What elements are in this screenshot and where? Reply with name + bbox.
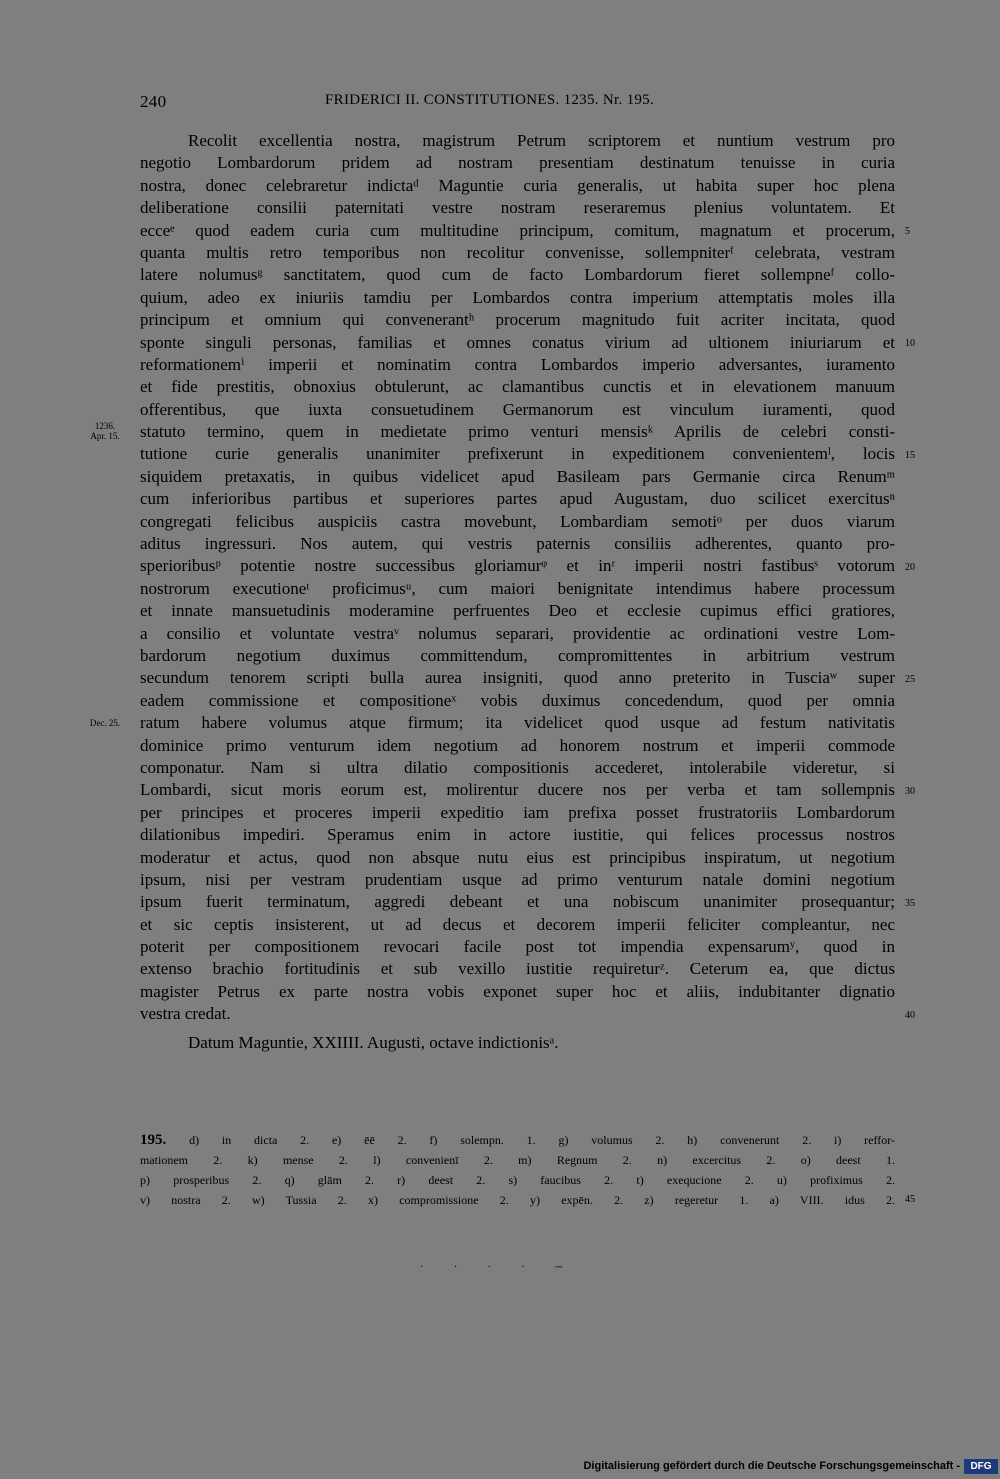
text-line: nostrorum executioneᵗ proficimusᵘ, cum maiori benignitate intendimus habere processum — [140, 578, 895, 598]
margin-date-note: Dec. 25. — [89, 718, 121, 729]
footnote-line-number: 45 — [905, 1194, 915, 1205]
text-line: et fide prestitis, obnoxius obtulerunt, ac clamantibus cunctis et in elevationem manuum — [140, 377, 895, 397]
text-line: moderatur et actus, quod non absque nutu eius est principibus inspiratum, ut negotium — [140, 847, 895, 867]
text-line: latere nolumusᵍ sanctitatem, quod cum de facto Lombardorum fieret sollempneᶠ collo- — [140, 265, 895, 285]
text-line: quanta multis retro temporibus non recolitur convenisse, sollempniterᶠ celebrata, vestram — [140, 242, 895, 262]
running-header — [140, 92, 895, 116]
text-line: ipsum fuerit terminatum, aggredi debeant et una nobiscum unanimiter prosequantur; — [140, 892, 895, 912]
dfg-logo-icon: DFG — [964, 1459, 998, 1474]
margin-date-note: 1236. Apr. 15. — [90, 421, 120, 442]
digitization-credit: Digitalisierung gefördert durch die Deutsche Forschungsgemeinschaft - — [583, 1460, 960, 1472]
text-line: aditus ingressuri. Nos autem, qui vestris paternis consiliis adherentes, quanto pro- — [140, 534, 895, 554]
line-number: 20 — [905, 561, 915, 573]
line-number: 35 — [905, 897, 915, 909]
text-line: Lombardi, sicut moris eorum est, molirentur ducere nos per verba et tam sollempnis — [140, 780, 895, 800]
text-line: bardorum negotium duximus committendum, compromittentes in arbitrium vestrum — [140, 645, 895, 665]
text-line: congregati felicibus auspiciis castra movebunt, Lombardiam semotiᵒ per duos viarum — [140, 511, 895, 531]
text-line: quium, adeo ex iniuriis tamdiu per Lombardos contra imperium attemptatis moles illa — [140, 287, 895, 307]
doc-number: 195. — [140, 1132, 167, 1148]
text-line: poterit per compositionem revocari facile post tot impendia expensarumʸ, quod in — [140, 937, 895, 957]
footnote-line: 195. d) in dicta 2. e) ēē 2. f) solempn. 1. g) volumus 2. h) convenerunt 2. i) reffor- — [140, 1132, 896, 1148]
text-line: magister Petrus ex parte nostra vobis exponet super hoc et aliis, indubitanter dignatio — [140, 981, 895, 1001]
text-line: et sic ceptis insisterent, ut ad decus et decorem imperii feliciter compleantur, nec — [140, 914, 895, 934]
line-number: 40 — [905, 1009, 915, 1021]
footnote-line: v) nostra 2. w) Tussia 2. x) compromissione 2. y) expēn. 2. z) regeretur 1. a) VIII. idus 2. — [140, 1193, 895, 1207]
text-line: ipsum, nisi per vestram prudentiam usque ad primo venturum natale domini negotium — [140, 869, 895, 889]
line-number: 10 — [905, 337, 915, 349]
text-line: negotio Lombardorum pridem ad nostram presentiam destinatum tenuisse in curia — [140, 153, 895, 173]
footnote-line: mationem 2. k) mense 2. l) convenienī 2. m) Regnum 2. n) excercitus 2. o) deest 1. — [140, 1153, 895, 1167]
text-line: sponte singuli personas, familias et omnes conatus virium ad ultionem iniuriarum et — [140, 332, 895, 352]
text-line: vestra credat. — [140, 1004, 231, 1024]
footnote-line: p) prosperibus 2. q) glām 2. r) deest 2. s) faucibus 2. t) exequcione 2. u) profiximus 2. — [140, 1173, 895, 1187]
text-line: extenso brachio fortitudinis et sub vexillo iustitie requireturᶻ. Ceterum ea, que dictus — [140, 959, 895, 979]
datum-line: Datum Maguntie, XXIIII. Augusti, octave indictionisᵃ. — [188, 1032, 559, 1052]
line-number: 25 — [905, 673, 915, 685]
text-line: cum inferioribus partibus et superiores partes apud Augustam, duo scilicet exercitusⁿ — [140, 489, 895, 509]
line-number: 30 — [905, 785, 915, 797]
text-line: deliberatione consilii paternitati vestre nostram reseraremus plenius voluntatem. Et — [140, 198, 895, 218]
line-number: 5 — [905, 225, 910, 237]
text-line: reformationemⁱ imperii et nominatim contra Lombardos imperio adversantes, iuramento — [140, 354, 895, 374]
text-line: Recolit excellentia nostra, magistrum Petrum scriptorem et nuntium vestrum pro — [188, 131, 895, 150]
header-title: FRIDERICI II. CONSTITUTIONES. 1235. Nr. 195. — [325, 92, 655, 108]
text-line: ratum habere volumus atque firmum; ita videlicet quod usque ad festum nativitatis — [140, 713, 895, 733]
footnotes — [140, 1130, 895, 1210]
text-line: siquidem pretaxatis, in quibus videlicet apud Basileam pars Germanie circa Renumᵐ — [140, 466, 895, 486]
text-line: tutione curie generalis unanimiter prefixerunt in expeditionem convenientemˡ, locis — [140, 444, 895, 464]
text-line: nostra, donec celebraretur indictaᵈ Maguntie curia generalis, ut habita super hoc plena — [140, 175, 895, 195]
text-line: offerentibus, que iuxta consuetudinem Germanorum est vinculum iuramenti, quod — [140, 399, 895, 419]
document-body — [140, 130, 895, 1054]
text-line: sperioribusᵖ potentie nostre successibus gloriamurᵠ et inʳ imperii nostri fastibusˢ votorum — [140, 556, 895, 576]
page-number: 240 — [140, 92, 167, 111]
text-line: ecceᵉ quod eadem curia cum multitudine principum, comitum, magnatum et procerum, — [140, 220, 895, 240]
text-line: dilationibus impediri. Speramus enim in actore iustitie, qui felices processus nostros — [140, 825, 895, 845]
text-line: per principes et proceres imperii expeditio iam prefixa posset frustratoriis Lombardorum — [140, 802, 895, 822]
text-line: a consilio et voluntate vestraᵛ nolumus separari, providentie ac ordinationi vestre Lom- — [140, 623, 895, 643]
line-number: 15 — [905, 449, 915, 461]
text-line: dominice primo venturum idem negotium ad honorem nostrum et imperii commode — [140, 735, 895, 755]
text-line: componatur. Nam si ultra dilatio compositionis accederet, intolerabile videretur, si — [140, 757, 895, 777]
decorative-dots: · · · · ─ — [420, 1262, 577, 1273]
text-line: eadem commissione et compositioneˣ vobis duximus concedendum, quod per omnia — [140, 690, 895, 710]
text-line: secundum tenorem scripti bulla aurea insigniti, quod anno preterito in Tusciaʷ super — [140, 668, 895, 688]
text-line: principum et omnium qui convenerantʰ procerum magnitudo fuit acriter incitata, quod — [140, 310, 895, 330]
text-line: statuto termino, quem in medietate primo venturi mensisᵏ Aprilis de celebri consti- — [140, 422, 895, 442]
text-line: et innate mansuetudinis moderamine perfruentes Deo et ecclesie cupimus effici gratiores, — [140, 601, 895, 621]
